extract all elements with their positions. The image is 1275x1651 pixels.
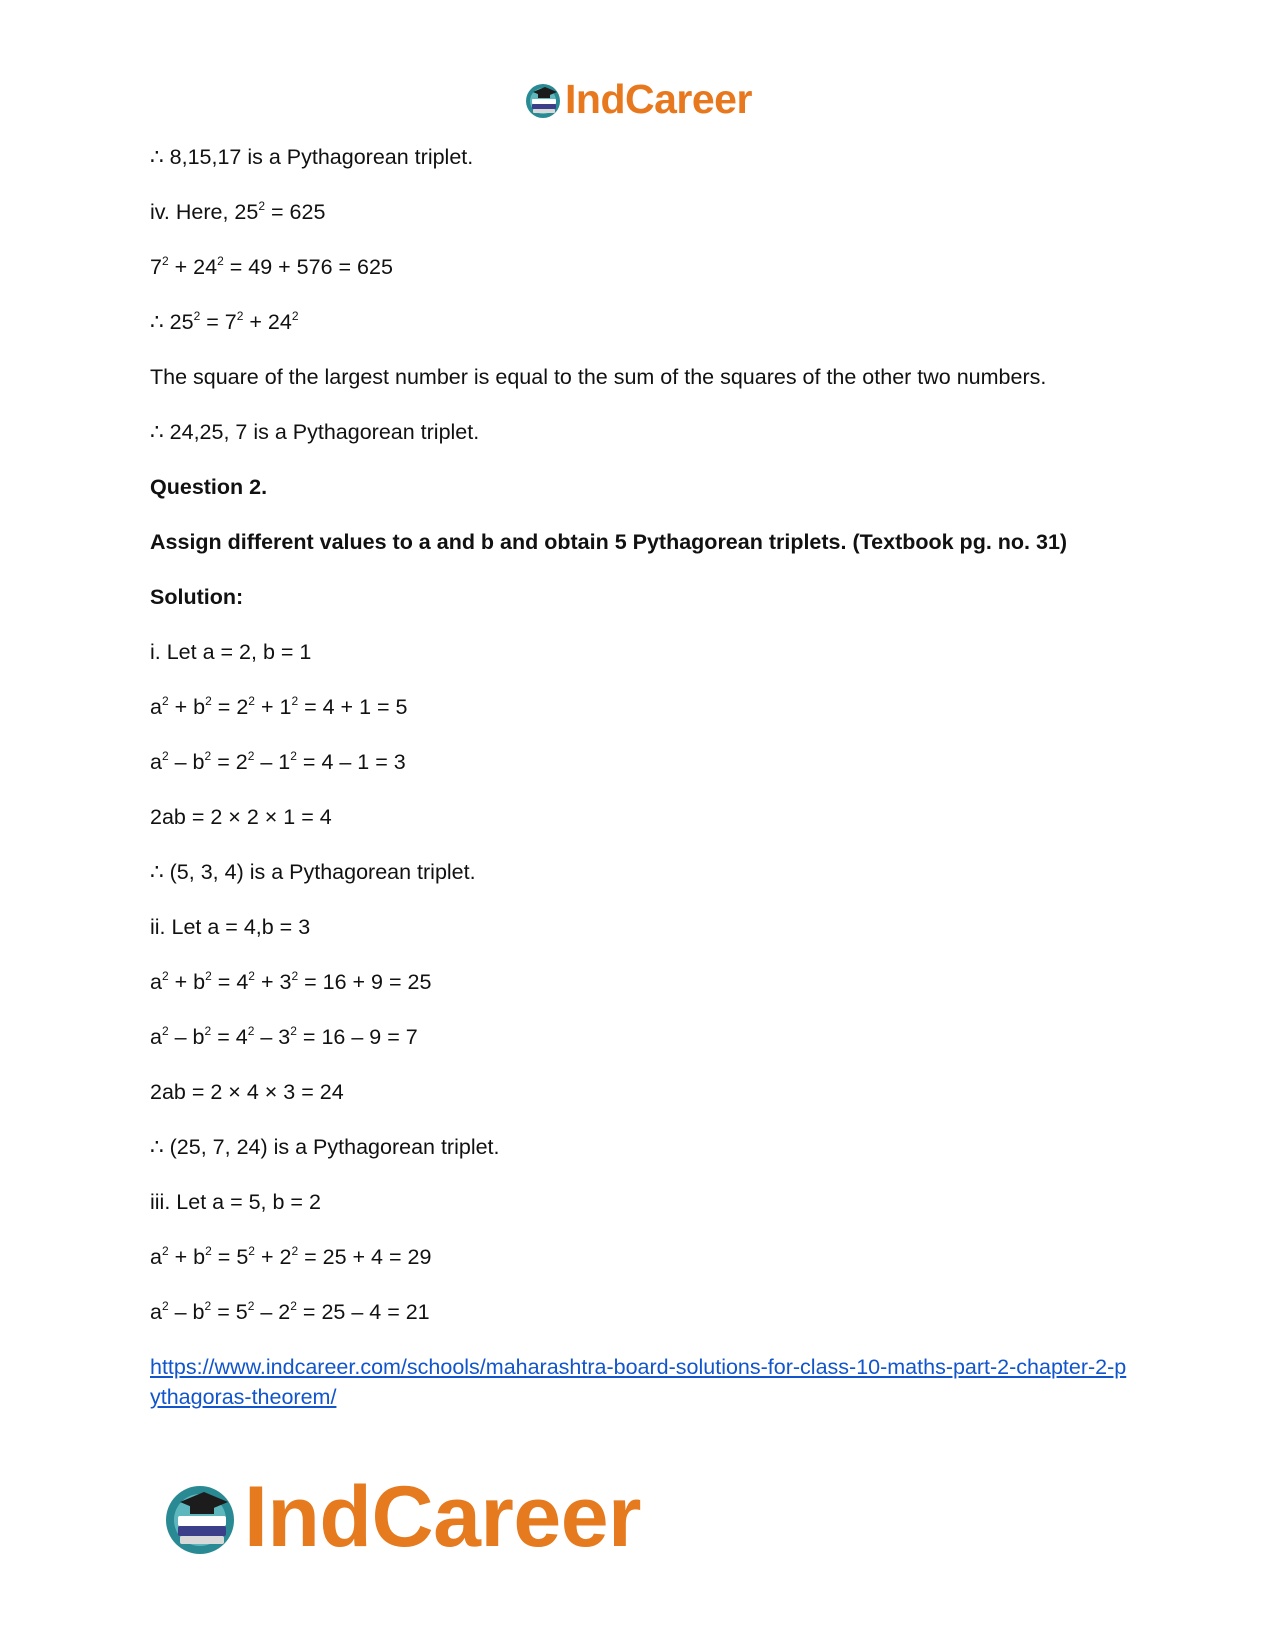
text-line: $a^2 + b^2 = 2^2 + 1^2 = 4 + 1 = 5$ <box>150 694 408 719</box>
text-line: 2ab = 2 × 2 × 1 = 4 <box>150 805 332 829</box>
text-line: iii. Let a = 5, b = 2 <box>150 1190 321 1214</box>
footer-logo <box>160 1468 641 1567</box>
heading-line: Solution: <box>150 585 244 609</box>
text-line: ii. Let a = 4,b = 3 <box>150 915 311 939</box>
book-globe-icon <box>523 80 563 120</box>
heading-line: Assign different values to a and b and obtain 5 Pythagorean triplets. (Textbook pg. no. 31) <box>150 530 1068 554</box>
text-line: $a^2 - b^2 = 4^2 - 3^2 = 16 - 9 = 7$ <box>150 1024 418 1049</box>
text-line: $a^2 + b^2 = 5^2 + 2^2 = 25 + 4 = 29$ <box>150 1244 432 1269</box>
text-line: The square of the largest number is equal to the sum of the squares of the other two numbers. <box>150 365 1047 389</box>
text-line: $a^2 + b^2 = 4^2 + 3^2 = 16 + 9 = 25$ <box>150 969 432 994</box>
text-line: ∴ (25, 7, 24) is a Pythagorean triplet. <box>150 1135 500 1159</box>
heading-line: Question 2. <box>150 475 268 499</box>
text-line: $a^2 - b^2 = 2^2 - 1^2 = 4 - 1 = 3$ <box>150 749 406 774</box>
source-link[interactable]: https://www.indcareer.com/schools/maharashtra-board-solutions-for-class-10-maths-part-2-chapter-2-pythagoras-theorem/ <box>150 1355 1127 1409</box>
indcareer-logo-large <box>160 1468 641 1567</box>
header-logo <box>0 76 1275 123</box>
text-line: iv. Here, $25^2 = 625$ <box>150 199 326 224</box>
text-line: ∴ 8,15,17 is a Pythagorean triplet. <box>150 145 474 169</box>
text-line: $a^2 - b^2 = 5^2 - 2^2 = 25 - 4 = 21$ <box>150 1299 430 1324</box>
brand-name-large: IndCareer <box>244 1469 641 1565</box>
book-globe-icon <box>160 1478 240 1558</box>
text-line: $7^2 + 24^2 = 49 + 576 = 625$ <box>150 254 393 279</box>
text-line: ∴ (5, 3, 4) is a Pythagorean triplet. <box>150 860 476 884</box>
brand-name: IndCareer <box>565 76 752 122</box>
text-line: ∴ 24,25, 7 is a Pythagorean triplet. <box>150 420 480 444</box>
text-line: ∴ $25^2 = 7^2 + 24^2$ <box>150 309 299 334</box>
document-body <box>150 142 1130 1412</box>
text-line: 2ab = 2 × 4 × 3 = 24 <box>150 1080 344 1104</box>
text-line: i. Let a = 2, b = 1 <box>150 640 312 664</box>
indcareer-logo <box>523 76 752 123</box>
